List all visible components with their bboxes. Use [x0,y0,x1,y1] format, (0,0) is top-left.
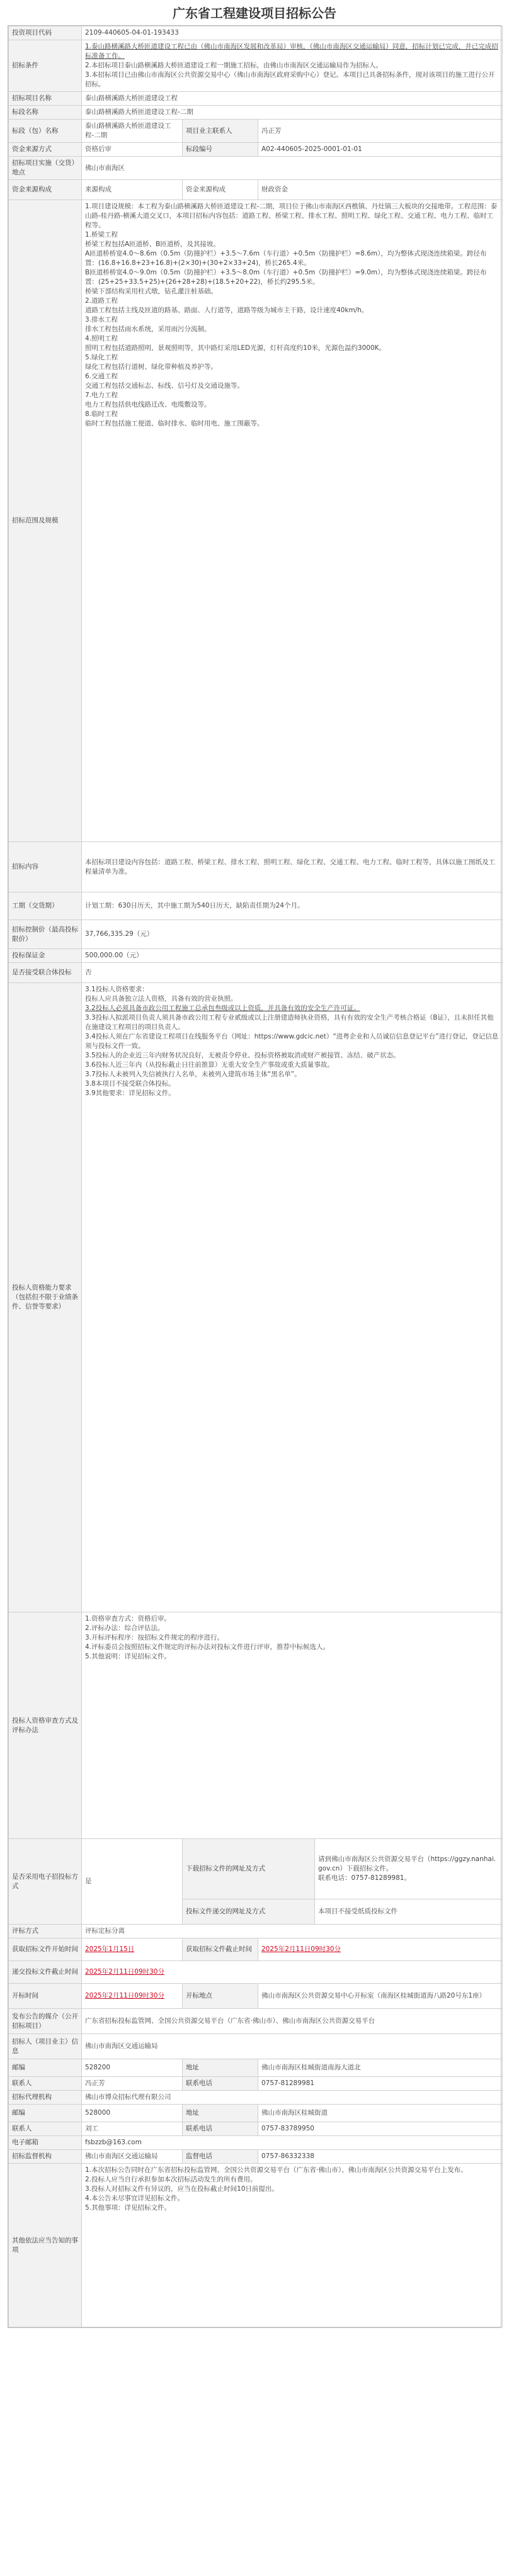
scope-line: 排水工程包括雨水系统，采用雨污分流制。 [85,325,211,333]
page-title: 广东省工程建设项目招标公告 [173,6,336,21]
row-submit-end [9,1961,503,1984]
row-open [9,1984,503,2009]
label-fund-source: 资金来源方式 [9,143,82,157]
qualification-line: 投标人应具备独立法人资格，具备有效的营业执照。 [85,995,237,1003]
label-agent-phone: 联系电话 [183,2122,258,2136]
value-project-name: 泰山路横溪路大桥匝道建设工程 [82,92,503,106]
value-fund-source: 资格后审 [82,143,183,157]
qualification-line: 3.8本项目不接受联合体投标。 [85,1080,175,1088]
value-section-name: 泰山路横溪路大桥匝道建设工程-二期 [82,106,503,120]
value-fund-c: 财政资金 [258,180,503,200]
label-fund: 资金来源构成 [9,180,82,200]
value-section-id: A02-440605-2025-0001-01-01 [258,143,503,157]
row-fund-source [9,143,503,157]
value-tenderer-phone: 0757-81289981 [258,2077,503,2091]
row-get-doc [9,1938,503,1961]
row-agent [9,2091,503,2105]
conditions-line: 3.本招标项目已由佛山市南海区公共资源交易中心（佛山市南海区政府采购中心）登记。本项目已具备招标条件，现对该项目的施工进行公开招标。 [85,71,495,88]
value-location: 佛山市南海区 [82,157,503,180]
row-project-code [9,26,503,40]
row-project-name [9,92,503,106]
label-e-tool: 下载招标文件的网址及方式 [183,1839,315,1899]
other-line: 2.投标人应当自行承担参加本次招标活动发生的所有费用。 [85,2176,257,2183]
value-media: 广东省招标投标监管网、全国公共资源交易平台（广东省·佛山市）、佛山市南海区公共资源交易平台 [82,2009,503,2034]
label-project-code: 投资项目代码 [9,26,82,40]
label-conditions: 招标条件 [9,40,82,92]
scope-line: 照明工程包括道路照明、景观照明等，其中路灯采用LED光源，灯杆高度约10米，光源色温约3000K。 [85,344,386,352]
label-tenderer-addr: 地址 [183,2059,258,2077]
value-agent-email[interactable]: fsbzzb@163.com [82,2136,503,2150]
scope-line: 1.桥梁工程 [85,231,118,239]
row-section-code [9,120,503,143]
row-consortium [9,963,503,983]
label-section-id: 标段编号 [183,143,258,157]
value-eval: 评标定标分离 [82,1925,503,1938]
announcement-table-frame [8,25,501,2328]
label-contact-person: 项目业主联系人 [183,120,258,143]
label-tenderer-contact: 联系人 [9,2077,82,2091]
label-qualification: 投标人资格能力要求（包括但不限于业绩条件、信誉等要求） [9,983,82,1612]
value-zip: 528200 [82,2059,183,2077]
value-supervisor: 佛山市南海区交通运输局 [82,2150,183,2164]
other-line: 4.本公告未尽事宜详见招标文件。 [85,2195,185,2202]
label-agent-email: 电子邮箱 [9,2136,82,2150]
label-content: 招标内容 [9,842,82,892]
row-tenderer-zip [9,2059,503,2077]
row-agent-contact [9,2122,503,2136]
conditions-line: 1.泰山路横溪路大桥匝道建设工程已由（佛山市南海区发展和改革局）审核，（佛山市南海区交通运输局）同意，招标计划已完成，并已完成招标准备工作。 [85,43,498,60]
scope-line: B匝道桥桥宽4.0～9.0m（0.5m（防撞护栏）+3.5～8.0m（车行道）+0.5m（防撞护栏）=9.0m），均为整体式现浇连续箱梁。跨径布置：(25+25+33.5+25)+(26+28+28)+(18.5+20+22)，桥长约295.5米。 [85,269,487,286]
announcement-table [8,26,503,2327]
value-agent-zip: 528000 [82,2105,183,2122]
label-project-name: 招标项目名称 [9,92,82,106]
row-media [9,2009,503,2034]
qualification-line: 3.9其他要求：详见招标文件。 [85,1089,175,1097]
value-tenderer-contact: 冯正芳 [82,2077,183,2091]
scope-line: 5.绿化工程 [85,354,118,361]
review-line: 3.开标评标程序：按招标文件规定的程序进行。 [85,1634,224,1641]
row-period [9,892,503,920]
row-agent-email [9,2136,503,2150]
qualification-line: 3.6投标人近三年内（从投标截止日往前推算）无重大安全生产事故或重大质量事故。 [85,1061,334,1069]
value-get-doc: 2025年1月15日 [82,1938,183,1961]
review-line: 2.评标办法：综合评估法。 [85,1624,164,1632]
label-supervisor-phone: 监督电话 [183,2150,258,2164]
value-content: 本招标项目建设内容包括：道路工程、桥梁工程、排水工程、照明工程、绿化工程、交通工程、电力工程、临时工程等，具体以施工图纸及工程量清单为准。 [82,842,503,892]
row-tenderer-contact [9,2077,503,2091]
value-tenderer-addr: 佛山市南海区桂城街道南海大道北 [258,2059,503,2077]
conditions-line: 2.本招标项目泰山路横溪路大桥匝道建设工程一期施工招标，由佛山市南海区交通运输局作为招标人。 [85,62,383,69]
value-agent-phone: 0757-83789950 [258,2122,503,2136]
label-section-code: 标段（包）名称 [9,120,82,143]
label-eval: 评标方式 [9,1925,82,1938]
value-agent-addr: 佛山市南海区桂城街道 [258,2105,503,2122]
row-other [9,2164,503,2327]
scope-line: A匝道桥桥宽4.0～8.6m（0.5m（防撞护栏）+3.5～7.6m（车行道）+0.5m（防撞护栏）=8.6m），均为整体式现浇连续箱梁。跨径布置：(16.8+16.8+23+16.8)+(2×30)+(30+2×33+24)，桥长265.4米。 [85,250,487,267]
label-period: 工期（交货期） [9,892,82,920]
qualification-line: 3.7投标人未被列入失信被执行人名单，未被列入建筑市场主体“黑名单”。 [85,1071,301,1078]
label-submit-end: 递交投标文件截止时间 [9,1961,82,1984]
value-get-doc-end: 2025年2月11日09时30分 [258,1938,503,1961]
value-conditions [82,40,503,92]
e-tool-line[interactable]: 请到佛山市南海区公共资源交易平台（https://ggzy.nanhai.gov.cn）下载招标文件。 [318,1855,496,1872]
scope-line: 临时工程包括施工便道、临时排水、临时用电、施工围蔽等。 [85,420,264,427]
row-supervisor [9,2150,503,2164]
row-review [9,1612,503,1839]
value-fund-a: 来源构成 [82,180,183,200]
row-content [9,842,503,892]
row-scope [9,200,503,842]
label-e-bid: 是否采用电子招投标方式 [9,1839,82,1925]
scope-line: 8.临时工程 [85,410,118,418]
value-consortium: 否 [82,963,503,983]
e-tool-line: 联系电话：0757-81289981。 [318,1874,411,1882]
label-deposit: 投标保证金 [9,949,82,963]
qualification-line: 3.1投标人资格要求： [85,986,149,993]
row-eval [9,1925,503,1938]
value-review [82,1612,503,1839]
scope-line: 交通工程包括交通标志、标线、信号灯及交通设施等。 [85,382,244,390]
label-get-doc-end: 获取招标文件截止时间 [183,1938,258,1961]
label-e-code: 投标文件递交的网址及方式 [183,1899,315,1925]
value-scope [82,200,503,842]
scope-line: 道路工程包括主线及匝道的路基、路面、人行道等，道路等级为城市主干路，设计速度40km/h。 [85,307,369,314]
label-location: 招标项目实施（交货）地点 [9,157,82,180]
scope-line: 6.交通工程 [85,373,118,380]
label-agent-addr: 地址 [183,2105,258,2122]
value-project-code: 2109-440605-04-01-193433 [82,26,503,40]
label-other: 其他依法应当告知的事项 [9,2164,82,2327]
label-media: 发布公告的媒介（公开招标项目） [9,2009,82,2034]
label-section-name: 标段名称 [9,106,82,120]
row-section-name [9,106,503,120]
value-agent: 佛山市博众招标代理有限公司 [82,2091,503,2105]
value-submit-end: 2025年2月11日09时30分 [82,1961,503,1984]
label-agent: 招标代理机构 [9,2091,82,2105]
value-fund-b: 资金来源构成 [183,180,258,200]
qualification-line: 3.5投标人的企业近三年内财务状况良好，无被责令停业、投标资格被取消或财产被接管、冻结、破产状态。 [85,1052,400,1059]
value-open: 2025年2月11日09时30分 [82,1984,183,2009]
value-qualification [82,983,503,1612]
row-fund [9,180,503,200]
scope-line: 7.电力工程 [85,391,118,399]
label-get-doc: 获取招标文件开始时间 [9,1938,82,1961]
label-scope: 招标范围及规模 [9,200,82,842]
review-line: 1.资格审查方式：资格后审。 [85,1615,171,1623]
label-tenderer: 招标人（项目业主）信息 [9,2034,82,2059]
scope-line: 4.照明工程 [85,335,118,342]
label-control-price: 招标控制价（最高投标限价） [9,920,82,949]
label-open: 开标时间 [9,1984,82,2009]
other-line: 1.本次招标公告同时在广东省招标投标监管网、全国公共资源交易平台（广东省·佛山市）、佛山市南海区公共资源交易平台上发布。 [85,2166,467,2174]
value-e-bid: 是 [82,1839,183,1925]
qualification-line: 3.2投标人必须具备市政公用工程施工总承包叁级或以上资质，并具备有效的安全生产许可证。 [85,1004,360,1012]
qualification-line: 3.3投标人拟派项目负责人须具备市政公用工程专业贰级或以上注册建造师执业资格，具有有效的安全生产考核合格证（B证），且未担任其他在施建设工程项目的项目负责人。 [85,1014,494,1031]
review-line: 4.评标委员会按照招标文件规定的评标办法对投标文件进行评审，推荐中标候选人。 [85,1643,330,1651]
scope-line: 1.项目建设规模：本工程为泰山路横溪路大桥匝道建设工程-二期，项目位于佛山市南海区西樵镇、丹灶镇三大板块的交接地带。工程范围：泰山路-桂丹路-横溪大道交叉口，本项目招标内容包括：道路工程、桥梁工程、排水工程、照明工程、绿化工程、交通工程、电力工程、临时工程等。 [85,203,498,229]
label-review: 投标人资格审查方式及评标办法 [9,1612,82,1839]
scope-line: 绿化工程包括行道树、绿化带种植及养护等。 [85,363,217,371]
label-tenderer-phone: 联系电话 [183,2077,258,2091]
value-supervisor-phone: 0757-86332338 [258,2150,503,2164]
value-contact-person: 冯正芳 [258,120,503,143]
scope-line: 3.排水工程 [85,316,118,323]
qualification-line: 3.4投标人须在广东省建设工程项目在线服务平台（网址：https://www.gdcic.net）“进粤企业和人员诚信信息登记平台”进行登记，登记信息须与投标文件一致。 [85,1033,499,1050]
label-open-place: 开标地点 [183,1984,258,2009]
row-location [9,157,503,180]
other-line: 5.其他事项：详见招标文件。 [85,2204,171,2212]
scope-line: 电力工程包括供电线路迁改、电缆敷设等。 [85,401,211,408]
scope-line: 2.道路工程 [85,297,118,305]
row-control-price [9,920,503,949]
row-tenderer [9,2034,503,2059]
label-supervisor: 招标监督机构 [9,2150,82,2164]
value-other [82,2164,503,2327]
row-agent-zip [9,2105,503,2122]
review-line: 5.其他说明：详见招标文件。 [85,1653,171,1660]
label-agent-contact: 联系人 [9,2122,82,2136]
value-agent-contact: 刘工 [82,2122,183,2136]
value-e-code: 本项目不接受纸质投标文件 [315,1899,503,1925]
other-line: 3.投标人对招标文件有异议的，应当在投标截止时间10日前提出。 [85,2185,278,2193]
row-qualification [9,983,503,1612]
row-deposit [9,949,503,963]
label-agent-zip: 邮编 [9,2105,82,2122]
row-e-bid [9,1839,503,1899]
value-e-tool [315,1839,503,1899]
scope-line: 桥梁工程包括A匝道桥、B匝道桥，及其接坡。 [85,240,220,248]
value-section-code: 泰山路横溪路大桥匝道建设工程-二期 [82,120,183,143]
row-conditions [9,40,503,92]
value-tenderer: 佛山市南海区交通运输局 [82,2034,503,2059]
value-deposit: 500,000.00（元） [82,949,503,963]
value-period: 计划工期：630日历天，其中施工期为540日历天，缺陷责任期为24个月。 [82,892,503,920]
scope-line: 桥梁下部结构采用柱式墩，钻孔灌注桩基础。 [85,288,217,295]
value-open-place: 佛山市南海区公共资源交易中心开标室（南海区桂城街道海八路20号东1座） [258,1984,503,2009]
label-consortium: 是否接受联合体投标 [9,963,82,983]
value-control-price: 37,766,335.29（元） [82,920,503,949]
label-zip: 邮编 [9,2059,82,2077]
